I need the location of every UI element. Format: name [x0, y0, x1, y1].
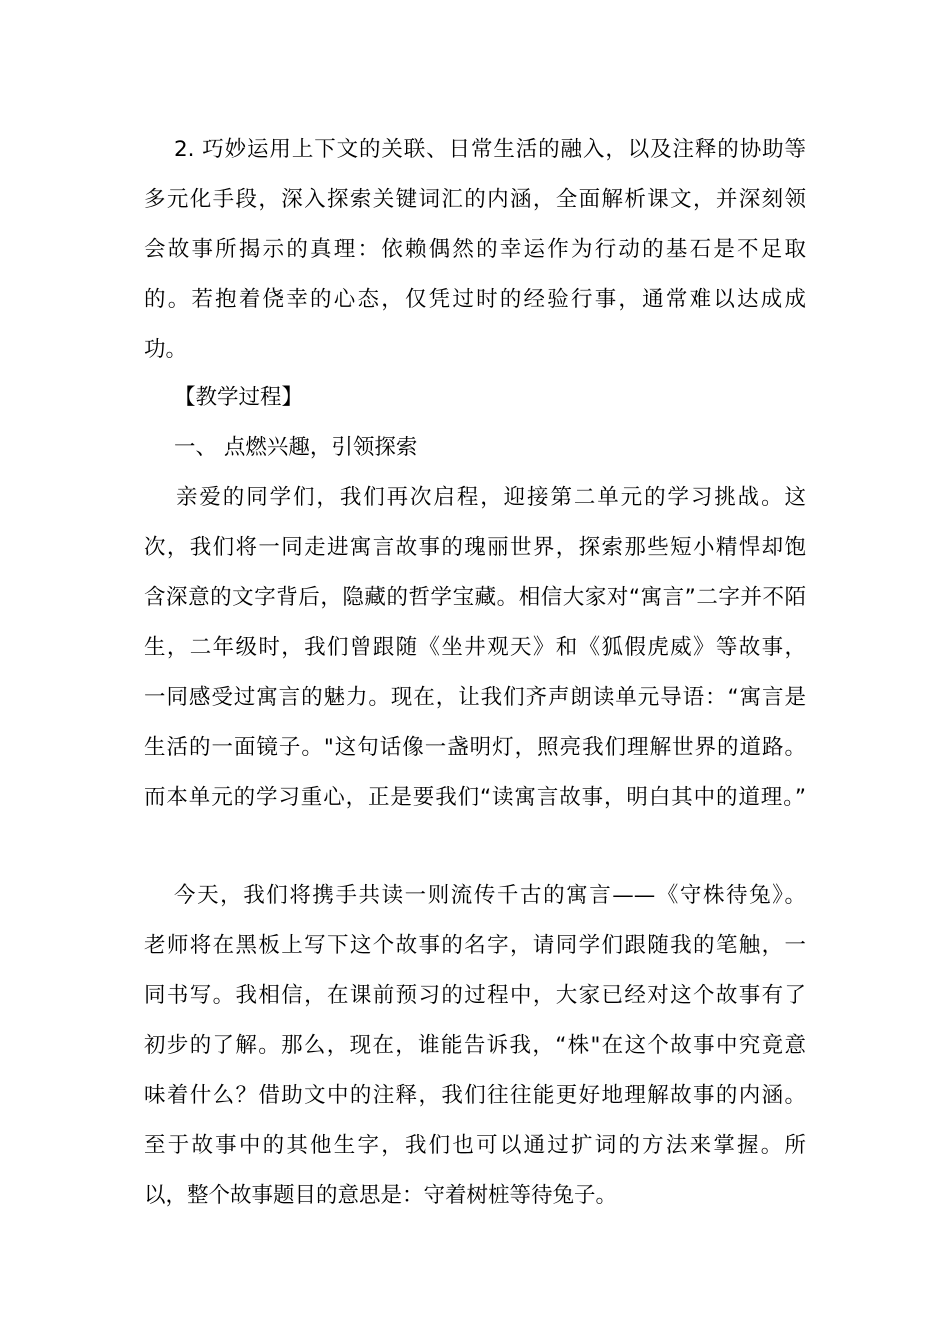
text-line: 含深意的文字背后，隐藏的哲学宝藏。相信大家对“寓言”二字并不陌	[144, 585, 806, 610]
text-line: 生，二年级时，我们曾跟随《坐井观天》和《狐假虎威》等故事，	[144, 635, 806, 660]
text-line: 次，我们将一同走进寓言故事的瑰丽世界，探索那些短小精悍却饱	[144, 535, 806, 560]
text-line: 味着什么？借助文中的注释，我们往往能更好地理解故事的内涵。	[144, 1083, 806, 1108]
subheading: 一、 点燃兴趣，引领探索	[174, 435, 418, 460]
text-line: 2. 巧妙运用上下文的关联、日常生活的融入，以及注释的协助等	[174, 137, 806, 162]
text-line: 生活的一面镜子。"这句话像一盏明灯，照亮我们理解世界的道路。	[144, 735, 806, 760]
text-line: 而本单元的学习重心，正是要我们“读寓言故事，明白其中的道理。”	[144, 785, 806, 810]
text-line: 会故事所揭示的真理：依赖偶然的幸运作为行动的基石是不足取	[144, 237, 806, 262]
text-line: 以，整个故事题目的意思是：守着树桩等待兔子。	[144, 1183, 618, 1208]
text-line: 一同感受过寓言的魅力。现在，让我们齐声朗读单元导语：“寓言是	[144, 685, 806, 710]
text-line: 多元化手段，深入探索关键词汇的内涵，全面解析课文，并深刻领	[144, 187, 806, 212]
text-line: 亲爱的同学们，我们再次启程，迎接第二单元的学习挑战。这	[176, 485, 806, 510]
text-line: 同书写。我相信，在课前预习的过程中，大家已经对这个故事有了	[144, 983, 806, 1008]
text-line: 功。	[144, 337, 188, 362]
text-line: 至于故事中的其他生字，我们也可以通过扩词的方法来掌握。所	[144, 1133, 806, 1158]
text-line: 初步的了解。那么，现在，谁能告诉我，“株"在这个故事中究竟意	[144, 1033, 806, 1058]
text-line: 老师将在黑板上写下这个故事的名字，请同学们跟随我的笔触，一	[144, 933, 806, 958]
section-heading: 【教学过程】	[174, 385, 304, 410]
text-line: 今天，我们将携手共读一则流传千古的寓言——《守株待兔》。	[174, 883, 806, 908]
text-line: 的。若抱着侥幸的心态，仅凭过时的经验行事，通常难以达成成	[144, 287, 806, 312]
